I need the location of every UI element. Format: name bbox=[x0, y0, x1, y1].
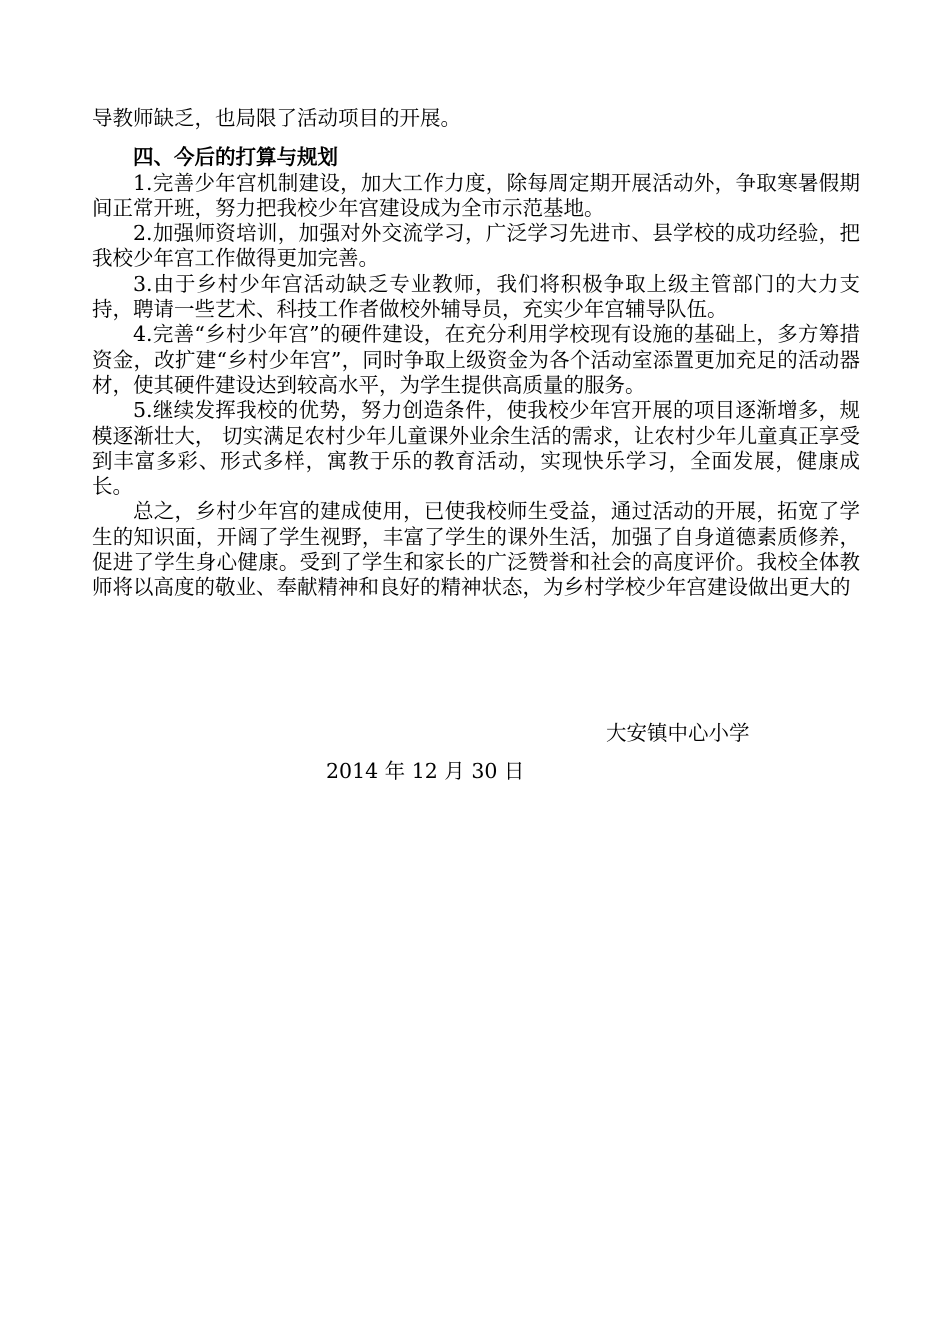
section-heading: 四、今后的打算与规划 bbox=[133, 145, 338, 170]
signature-date: 2014 年 12 月 30 日 bbox=[326, 759, 525, 783]
paragraph-4: 4.完善“乡村少年宫”的硬件建设，在充分利用学校现有设施的基础上，多方筹措资金，改扩建“乡村少年宫”，同时争取上级资金为各个活动室添置更加充足的活动器材，使其硬件建设达到较高水平，为学生提供高质量的服务。 bbox=[92, 322, 860, 397]
paragraph-5: 5.继续发挥我校的优势，努力创造条件，使我校少年宫开展的项目逐渐增多，规模逐渐壮大， 切实满足农村少年儿童课外业余生活的需求，让农村少年儿童真正享受到丰富多彩、形式多样，寓教于乐的教育活动，实现快乐学习，全面发展，健康成长。 bbox=[92, 398, 860, 499]
continuation-text: 导教师缺乏，也局限了活动项目的开展。 bbox=[92, 106, 461, 130]
document-body bbox=[92, 106, 860, 601]
paragraph-summary: 总之，乡村少年宫的建成使用，已使我校师生受益，通过活动的开展，拓宽了学生的知识面，开阔了学生视野，丰富了学生的课外生活，加强了自身道德素质修养，促进了学生身心健康。受到了学生和家长的广泛赞誉和社会的高度评价。我校全体教师将以高度的敬业、奉献精神和良好的精神状态，为乡村学校少年宫建设做出更大的 bbox=[92, 499, 860, 600]
signature-school: 大安镇中心小学 bbox=[606, 721, 750, 745]
paragraph-1: 1.完善少年宫机制建设，加大工作力度，除每周定期开展活动外，争取寒暑假期间正常开班，努力把我校少年宫建设成为全市示范基地。 bbox=[92, 170, 860, 220]
paragraph-3: 3.由于乡村少年宫活动缺乏专业教师，我们将积极争取上级主管部门的大力支持，聘请一些艺术、科技工作者做校外辅导员，充实少年宫辅导队伍。 bbox=[92, 271, 860, 322]
paragraph-2: 2.加强师资培训，加强对外交流学习，广泛学习先进市、县学校的成功经验，把我校少年宫工作做得更加完善。 bbox=[92, 221, 860, 271]
